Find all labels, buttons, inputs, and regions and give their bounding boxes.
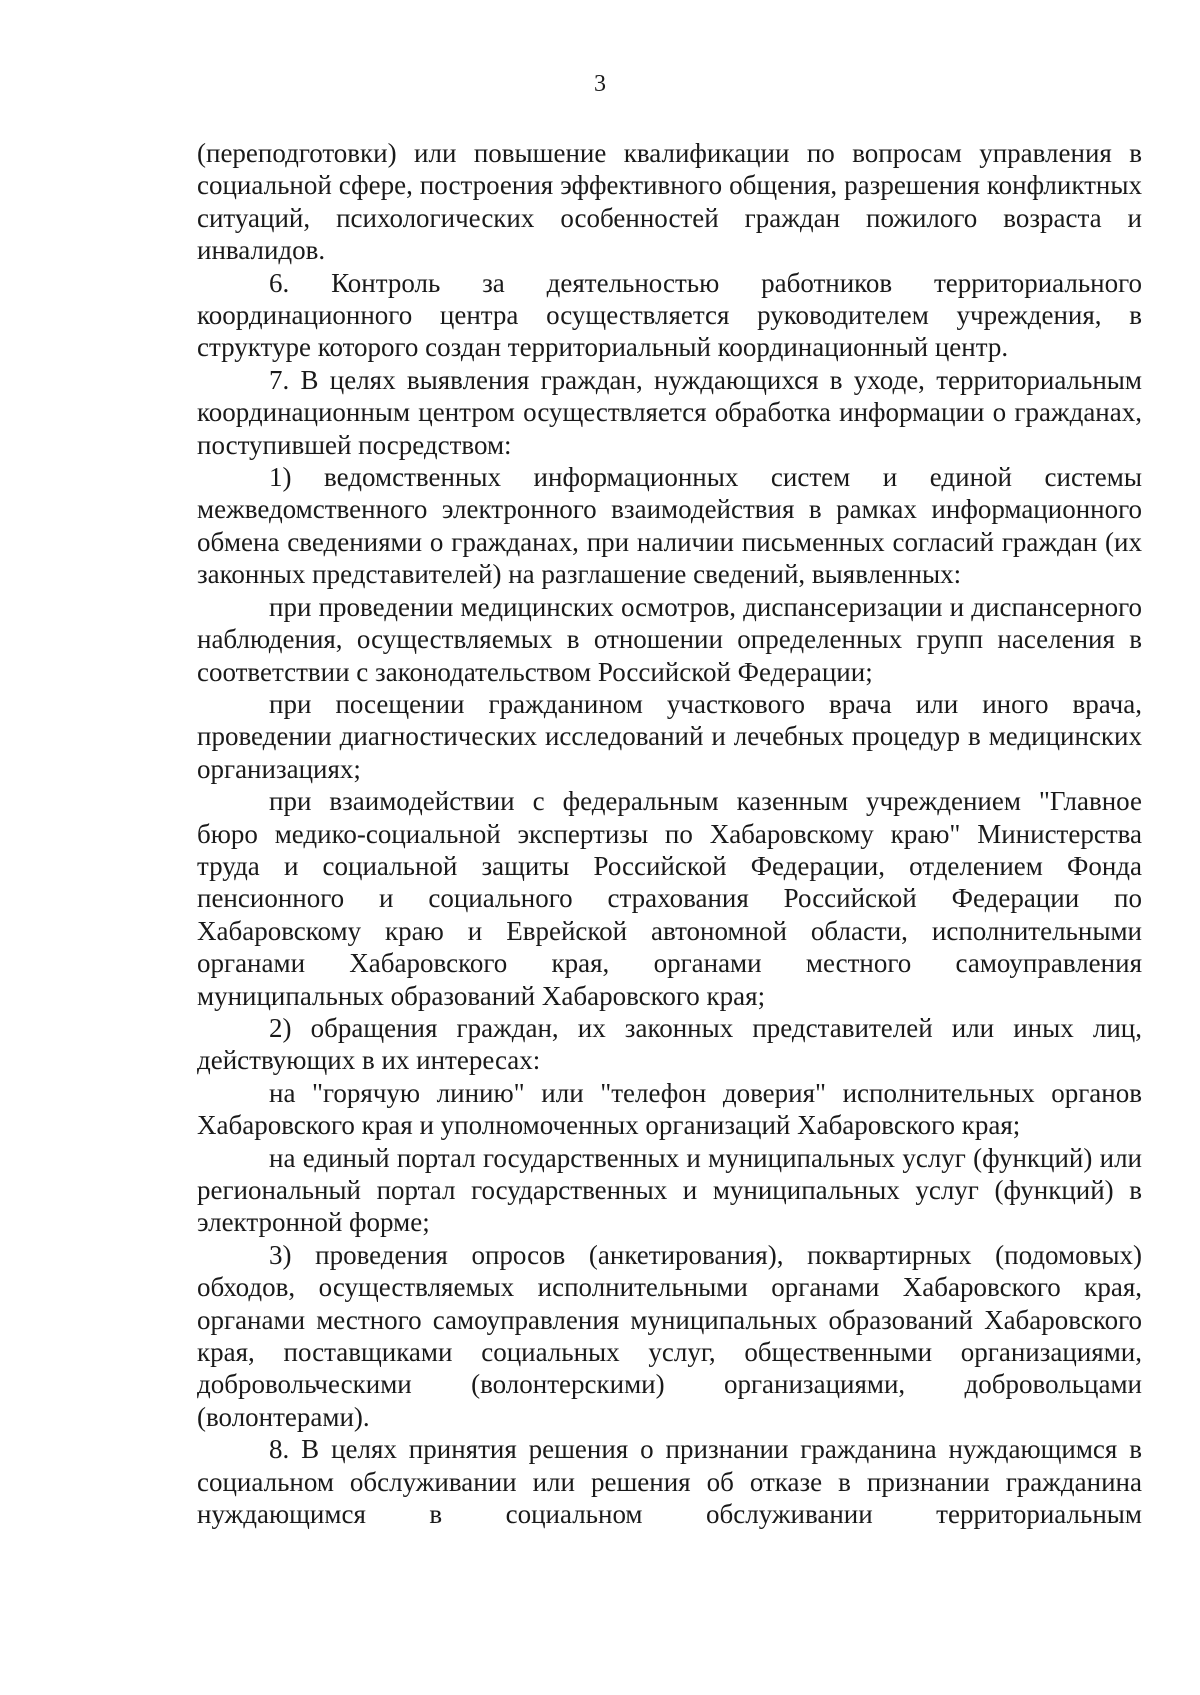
page-number: 3 xyxy=(594,71,606,97)
paragraph-item-7: 7. В целях выявления граждан, нуждающихся в уходе, территориальным координационным центром осуществляется обработка информации о гражданах, поступившей посредством: xyxy=(197,364,1142,460)
subitem-2-hotline: на "горячую линию" или "телефон доверия" исполнительных органов Хабаровского края и уполномоченных организаций Хабаровского края; xyxy=(197,1077,1142,1141)
paragraph-continuation: (переподготовки) или повышение квалификации по вопросам управления в социальной сфере, построения эффективного общения, разрешения конфликтных ситуаций, психологических особенностей граждан пожилого возраста и инвалидов. xyxy=(197,138,1142,266)
subitem-1-interaction: при взаимодействии с федеральным казенным учреждением "Главное бюро медико-социальной экспертизы по Хабаровскому краю" Министерства труда и социальной защиты Российской Федерации, отделением Фонда пенсионного и социального страхования Российской Федерации по Хабаровскому краю и Еврейской автономной области, исполнительными органами Хабаровского края, органами местного самоуправления муниципальных образований Хабаровского края; xyxy=(197,786,1142,1011)
subitem-1-medical-checkups: при проведении медицинских осмотров, диспансеризации и диспансерного наблюдения, осуществляемых в отношении определенных групп населения в соответствии с законодательством Российской Федерации; xyxy=(197,591,1142,687)
paragraph-item-6: 6. Контроль за деятельностью работников территориального координационного центра осуществляется руководителем учреждения, в структуре которого создан территориальный координационный центр. xyxy=(197,267,1142,363)
subitem-2: 2) обращения граждан, их законных представителей или иных лиц, действующих в их интересах: xyxy=(197,1012,1142,1076)
document-body xyxy=(197,137,1142,1530)
paragraph-item-8: 8. В целях принятия решения о признании гражданина нуждающимся в социальном обслуживании или решения об отказе в признании гражданина нуждающимся в социальном обслуживании территориальным xyxy=(197,1434,1142,1530)
subitem-3: 3) проведения опросов (анкетирования), поквартирных (подомовых) обходов, осуществляемых исполнительными органами Хабаровского края, органами местного самоуправления муниципальных образований Хабаровского края, поставщиками социальных услуг, общественными организациями, добровольческими (волонтерскими) организациями, добровольцами (волонтерами). xyxy=(197,1239,1142,1432)
subitem-1-doctor-visits: при посещении гражданином участкового врача или иного врача, проведении диагностических исследований и лечебных процедур в медицинских организациях; xyxy=(197,688,1142,784)
subitem-1: 1) ведомственных информационных систем и единой системы межведомственного электронного взаимодействия в рамках информационного обмена сведениями о гражданах, при наличии письменных согласий граждан (их законных представителей) на разглашение сведений, выявленных: xyxy=(197,462,1142,590)
subitem-2-portal: на единый портал государственных и муниципальных услуг (функций) или региональный портал государственных и муниципальных услуг (функций) в электронной форме; xyxy=(197,1142,1142,1238)
